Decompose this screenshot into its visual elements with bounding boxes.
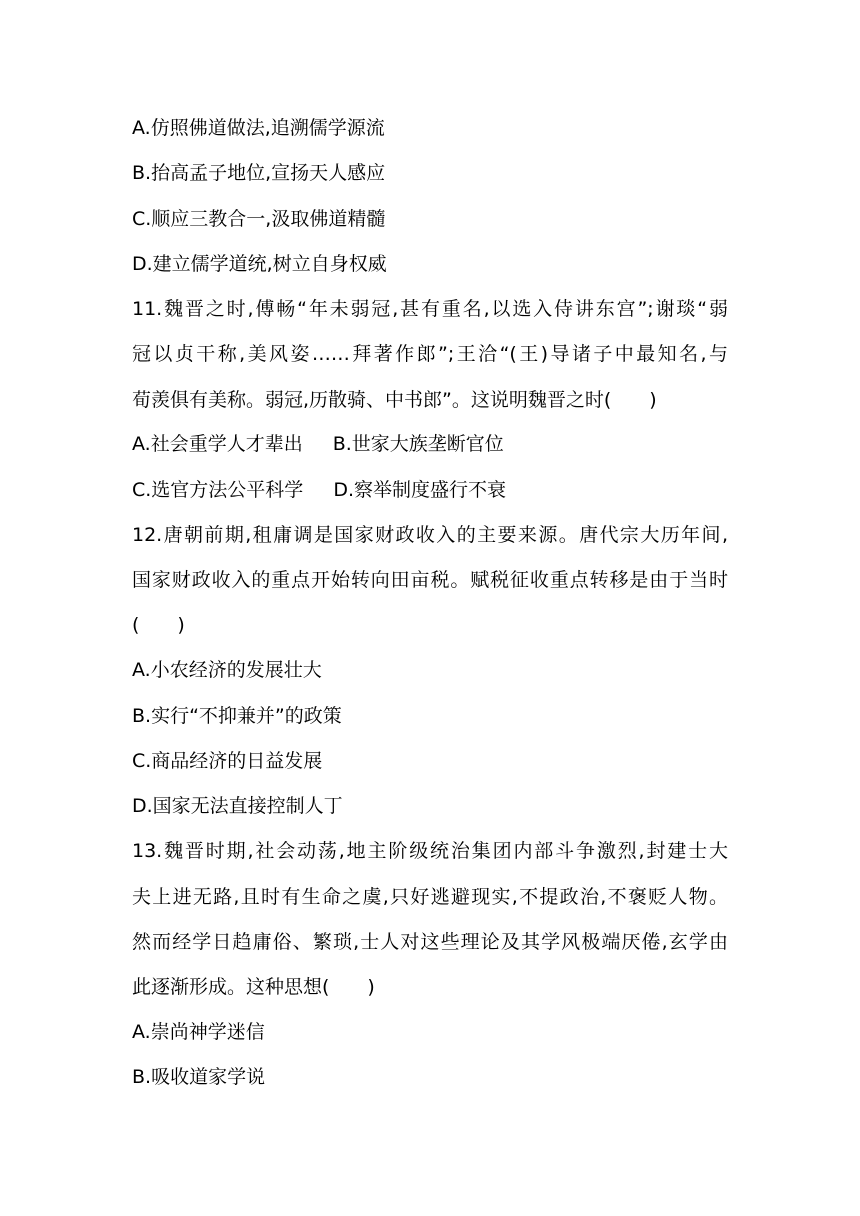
q10-option-b: B.抬高孟子地位,宣扬天人感应 bbox=[132, 162, 386, 184]
q11-options-row-1 bbox=[132, 431, 504, 457]
q12-option-c: C.商品经济的日益发展 bbox=[132, 750, 323, 772]
q12-stem-line-1: 12.唐朝前期,租庸调是国家财政收入的主要来源。唐代宗大历年间, bbox=[132, 524, 728, 546]
q10-option-a: A.仿照佛道做法,追溯儒学源流 bbox=[132, 117, 385, 139]
q11-stem-line-3: 荀羡俱有美称。弱冠,历散骑、中书郎”。这说明魏晋之时( ) bbox=[132, 389, 657, 411]
q13-stem-line-3: 然而经学日趋庸俗、繁琐,士人对这些理论及其学风极端厌倦,玄学由 bbox=[132, 931, 728, 953]
q12-option-d: D.国家无法直接控制人丁 bbox=[132, 795, 343, 817]
q11-option-d: D.察举制度盛行不衰 bbox=[333, 479, 506, 501]
q13-option-a: A.崇尚神学迷信 bbox=[132, 1021, 265, 1043]
q10-option-c: C.顺应三教合一,汲取佛道精髓 bbox=[132, 208, 386, 230]
q12-option-a: A.小农经济的发展壮大 bbox=[132, 659, 322, 681]
q11-stem-line-2: 冠以贞干称,美风姿……拜著作郎”;王洽“(王)导诸子中最知名,与 bbox=[132, 343, 728, 365]
q11-options-row-2 bbox=[132, 477, 506, 503]
q12-stem-line-2: 国家财政收入的重点开始转向田亩税。赋税征收重点转移是由于当时 bbox=[132, 569, 728, 591]
q10-option-d: D.建立儒学道统,树立自身权威 bbox=[132, 253, 387, 275]
q11-option-a: A.社会重学人才辈出 bbox=[132, 433, 303, 455]
q13-option-b: B.吸收道家学说 bbox=[132, 1066, 266, 1088]
q11-option-b: B.世家大族垄断官位 bbox=[332, 433, 504, 455]
q12-option-b: B.实行“不抑兼并”的政策 bbox=[132, 705, 342, 727]
q12-stem-line-3: ( ) bbox=[132, 614, 185, 636]
q13-stem-line-2: 夫上进无路,且时有生命之虞,只好逃避现实,不提政治,不褒贬人物。 bbox=[132, 886, 728, 908]
q13-stem-line-1: 13.魏晋时期,社会动荡,地主阶级统治集团内部斗争激烈,封建士大 bbox=[132, 840, 728, 862]
q11-stem-line-1: 11.魏晋之时,傅畅“年未弱冠,甚有重名,以选入侍讲东宫”;谢琰“弱 bbox=[132, 298, 728, 320]
q11-option-c: C.选官方法公平科学 bbox=[132, 479, 304, 501]
q13-stem-line-4: 此逐渐形成。这种思想( ) bbox=[132, 976, 375, 998]
